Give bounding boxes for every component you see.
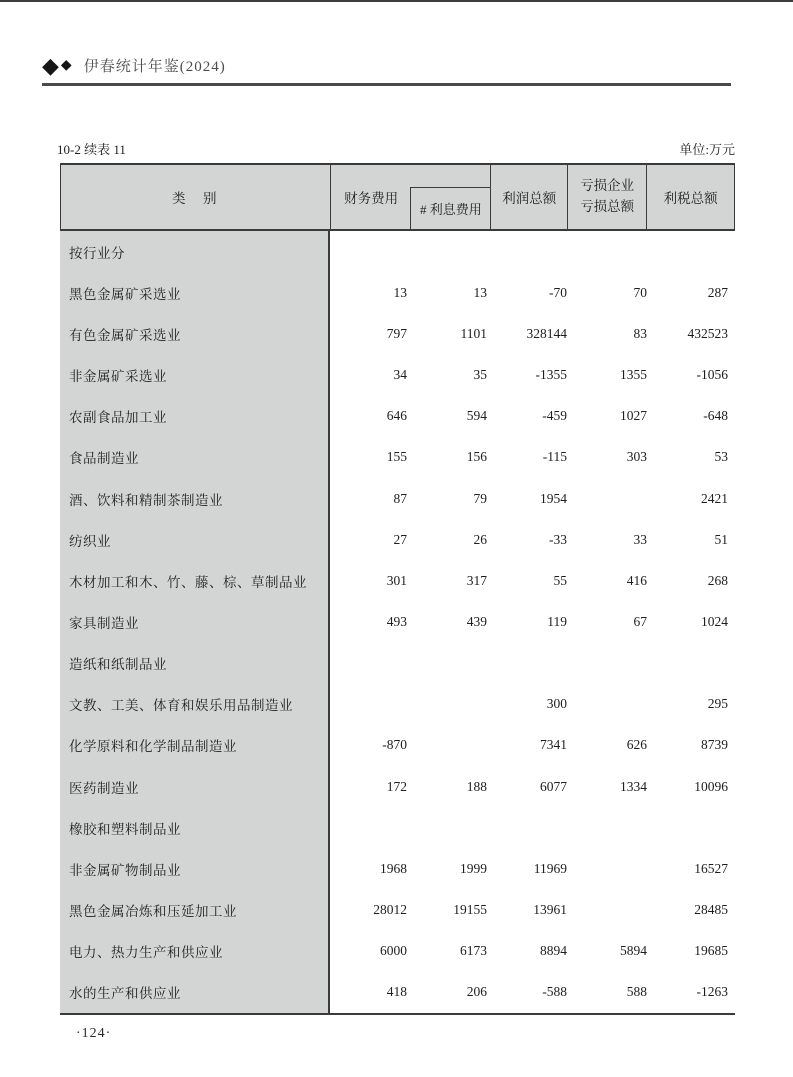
table-row xyxy=(60,601,735,642)
row-label: 医药制造业 xyxy=(60,766,330,807)
row-value xyxy=(330,643,407,684)
table-row xyxy=(60,931,735,972)
row-value xyxy=(330,807,407,848)
header-profit-tax: 利税总额 xyxy=(663,191,718,206)
row-value: 1968 xyxy=(380,860,407,876)
row-value xyxy=(567,643,647,684)
row-value xyxy=(407,684,487,725)
row-value: -1355 xyxy=(535,367,567,383)
row-label: 电力、热力生产和供应业 xyxy=(60,931,330,972)
row-value xyxy=(567,684,647,725)
row-value xyxy=(487,807,567,848)
row-value: 188 xyxy=(466,778,487,794)
row-value: 70 xyxy=(633,284,647,300)
row-label: 黑色金属矿采选业 xyxy=(60,272,330,313)
table-row xyxy=(60,807,735,848)
row-value: 33 xyxy=(633,531,647,547)
table-row xyxy=(60,354,735,395)
row-value: 35 xyxy=(473,367,487,383)
row-label: 黑色金属冶炼和压延加工业 xyxy=(60,890,330,931)
row-label: 橡胶和塑料制品业 xyxy=(60,807,330,848)
table-row xyxy=(60,766,735,807)
table-row xyxy=(60,972,735,1013)
row-value: -588 xyxy=(542,984,567,1000)
table-row xyxy=(60,396,735,437)
table-row xyxy=(60,313,735,354)
row-label: 农副食品加工业 xyxy=(60,396,330,437)
row-value: -115 xyxy=(542,449,567,465)
row-value: 626 xyxy=(626,737,647,753)
row-value xyxy=(330,231,407,272)
row-value: 7341 xyxy=(540,737,567,753)
row-value: 1334 xyxy=(620,778,647,794)
row-value: 28485 xyxy=(694,902,728,918)
row-value: 19685 xyxy=(694,943,728,959)
row-value: 5894 xyxy=(620,943,647,959)
row-value: -1263 xyxy=(696,984,728,1000)
row-value: 439 xyxy=(466,613,487,629)
row-label: 非金属矿采选业 xyxy=(60,354,330,395)
table-row xyxy=(60,643,735,684)
diamond-icon-large: ◆ xyxy=(42,52,59,78)
table-row xyxy=(60,684,735,725)
row-label: 有色金属矿采选业 xyxy=(60,313,330,354)
header-finance-expense: 财务费用 xyxy=(344,191,399,206)
row-value: -459 xyxy=(542,408,567,424)
row-value: 1027 xyxy=(620,408,647,424)
row-value: 1101 xyxy=(460,325,487,341)
row-value: 6077 xyxy=(540,778,567,794)
header-interest-expense: # 利息费用 xyxy=(410,187,490,229)
header-loss-line1: 亏损企业 xyxy=(580,178,635,194)
row-value: 268 xyxy=(707,572,728,588)
row-value: 1355 xyxy=(620,367,647,383)
row-value: 55 xyxy=(553,572,567,588)
row-value: 328144 xyxy=(526,325,567,341)
row-value: 8739 xyxy=(701,737,728,753)
table-row xyxy=(60,272,735,313)
row-label: 家具制造业 xyxy=(60,601,330,642)
table-row xyxy=(60,519,735,560)
row-value: 51 xyxy=(714,531,728,547)
row-value: 6173 xyxy=(460,943,487,959)
row-label: 纺织业 xyxy=(60,519,330,560)
row-value: 13961 xyxy=(533,902,567,918)
row-label: 造纸和纸制品业 xyxy=(60,643,330,684)
header-loss-line2: 亏损总额 xyxy=(580,199,635,214)
row-label: 酒、饮料和精制茶制造业 xyxy=(60,478,330,519)
row-value xyxy=(567,890,647,931)
row-value: 11969 xyxy=(533,860,567,876)
row-value: 19155 xyxy=(453,902,487,918)
row-value: 156 xyxy=(466,449,487,465)
row-value: 1954 xyxy=(540,490,567,506)
row-value: 13 xyxy=(473,284,487,300)
row-label: 化学原料和化学制品制造业 xyxy=(60,725,330,766)
row-value: 172 xyxy=(386,778,407,794)
row-value xyxy=(647,643,735,684)
row-value: 206 xyxy=(466,984,487,1000)
header-category: 类 别 xyxy=(61,165,331,229)
row-value xyxy=(407,231,487,272)
row-value: -33 xyxy=(549,531,567,547)
row-value: 83 xyxy=(633,325,647,341)
row-value: 317 xyxy=(466,572,487,588)
row-value: 1999 xyxy=(460,860,487,876)
row-value: 416 xyxy=(626,572,647,588)
row-value: 1024 xyxy=(701,613,728,629)
row-label: 水的生产和供应业 xyxy=(60,972,330,1013)
row-value: 67 xyxy=(633,613,647,629)
row-value: 28012 xyxy=(373,902,407,918)
row-value: 295 xyxy=(707,696,728,712)
row-value: 119 xyxy=(547,613,567,629)
table-row xyxy=(60,848,735,889)
row-value: 493 xyxy=(386,613,407,629)
table-row xyxy=(60,478,735,519)
row-value: 8894 xyxy=(540,943,567,959)
header-finance-group xyxy=(331,165,491,229)
row-label: 食品制造业 xyxy=(60,437,330,478)
table-body xyxy=(60,231,735,1015)
row-value: 155 xyxy=(386,449,407,465)
row-label: 木材加工和木、竹、藤、棕、草制品业 xyxy=(60,560,330,601)
row-value: 646 xyxy=(386,408,407,424)
table-row xyxy=(60,437,735,478)
row-value: 10096 xyxy=(694,778,728,794)
row-value: 6000 xyxy=(380,943,407,959)
header-loss-total xyxy=(568,165,647,229)
row-value: 418 xyxy=(386,984,407,1000)
row-value: -870 xyxy=(382,737,407,753)
row-value: -1056 xyxy=(696,367,728,383)
page-number: ·124· xyxy=(76,1026,112,1041)
row-value: -648 xyxy=(703,408,728,424)
row-value: 287 xyxy=(707,284,728,300)
table-caption-row xyxy=(57,139,735,158)
row-value xyxy=(567,231,647,272)
page-top-rule xyxy=(0,0,793,2)
row-value: 797 xyxy=(386,325,407,341)
table-caption: 10-2 续表 11 xyxy=(57,142,126,157)
row-label: 文教、工美、体育和娱乐用品制造业 xyxy=(60,684,330,725)
row-value xyxy=(647,231,735,272)
row-value: -70 xyxy=(549,284,567,300)
row-value xyxy=(330,684,407,725)
table-row xyxy=(60,560,735,601)
row-value xyxy=(567,478,647,519)
statistics-table xyxy=(60,163,735,1015)
row-value: 594 xyxy=(466,408,487,424)
row-value: 87 xyxy=(393,490,407,506)
unit-label: 单位:万元 xyxy=(679,142,735,157)
row-value: 2421 xyxy=(701,490,728,506)
row-value: 300 xyxy=(546,696,567,712)
header-total-profit: 利润总额 xyxy=(490,165,568,229)
row-value: 34 xyxy=(393,367,407,383)
row-value: 303 xyxy=(626,449,647,465)
row-value: 13 xyxy=(393,284,407,300)
table-row xyxy=(60,725,735,766)
row-value xyxy=(407,807,487,848)
row-value: 16527 xyxy=(694,860,728,876)
row-value xyxy=(647,807,735,848)
section-label: 按行业分 xyxy=(60,231,330,272)
book-title: 伊春统计年鉴(2024) xyxy=(83,59,226,75)
row-value xyxy=(567,848,647,889)
row-label: 非金属矿物制品业 xyxy=(60,848,330,889)
row-value xyxy=(407,725,487,766)
row-value: 588 xyxy=(626,984,647,1000)
row-value: 53 xyxy=(714,449,728,465)
row-value xyxy=(567,807,647,848)
row-value: 27 xyxy=(393,531,407,547)
row-value: 301 xyxy=(386,572,407,588)
table-header xyxy=(60,163,735,231)
row-value xyxy=(487,231,567,272)
row-value xyxy=(487,643,567,684)
row-value: 26 xyxy=(473,531,487,547)
row-value: 432523 xyxy=(687,325,728,341)
row-value: 79 xyxy=(473,490,487,506)
table-row xyxy=(60,890,735,931)
table-row xyxy=(60,231,735,272)
book-header xyxy=(42,52,731,86)
diamond-icon-small: ◆ xyxy=(60,57,72,73)
row-value xyxy=(407,643,487,684)
